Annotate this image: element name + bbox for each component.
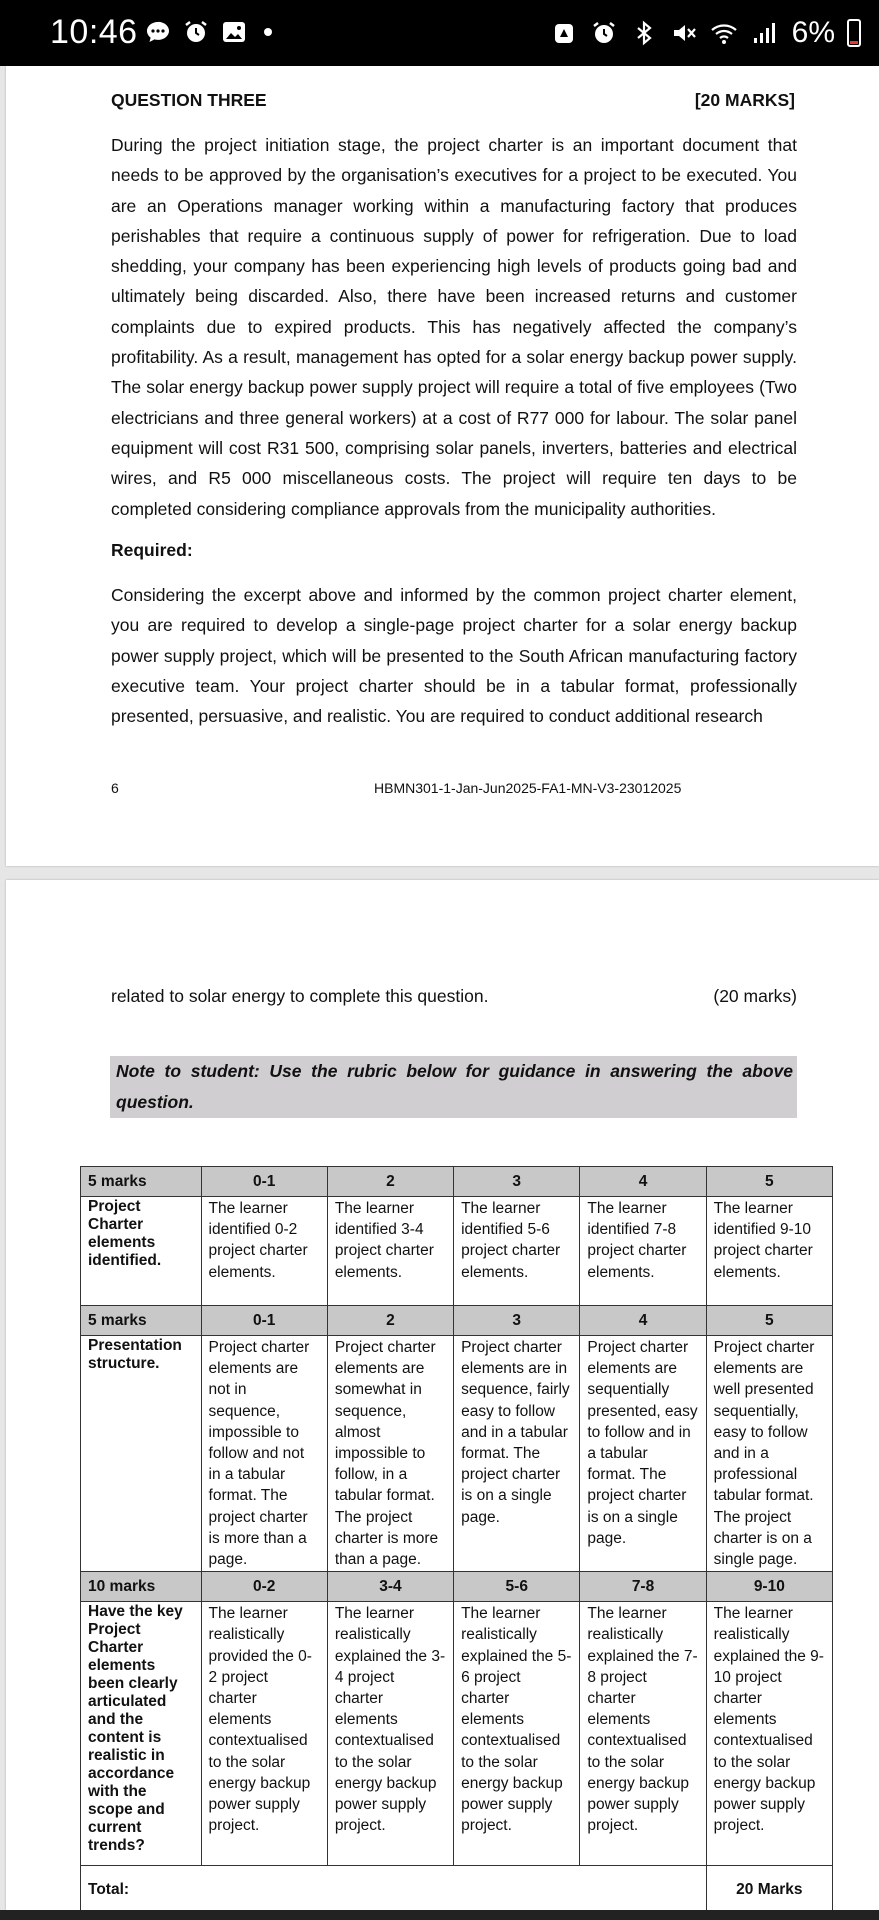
rubric-cell: The learner realistically explained the 3-4 project charter elements contextualised to the solar energy backup power supply project.	[327, 1602, 453, 1866]
more-notifications-dot	[264, 28, 272, 36]
navigation-bar-edge	[0, 1910, 879, 1920]
rubric-score-band: 0-2	[201, 1572, 327, 1602]
rubric-score-band: 0-1	[201, 1306, 327, 1336]
rubric-criterion: Project Charter elements identified.	[81, 1197, 202, 1306]
rubric-criterion: Have the key Project Charter elements been clearly articulated and the content is realistic in accordance with the scope and current trends?	[81, 1602, 202, 1866]
document-page-1[interactable]	[6, 66, 879, 866]
rubric-cell: The learner realistically explained the 7-8 project charter elements contextualised to the solar energy backup power supply project.	[580, 1602, 706, 1866]
rubric-table	[80, 1166, 833, 1913]
document-code: HBMN301-1-Jan-Jun2025-FA1-MN-V3-23012025	[374, 780, 682, 796]
note-to-student: Note to student: Use the rubric below for guidance in answering the above question.	[110, 1056, 797, 1118]
battery-level: 6%	[791, 16, 835, 49]
rubric-header-row	[81, 1306, 833, 1336]
rubric-cell: Project charter elements are sequentially presented, easy to follow and in a tabular format. The project charter is on a single page.	[580, 1336, 706, 1572]
rubric-score-band: 7-8	[580, 1572, 706, 1602]
signal-icon	[750, 19, 778, 47]
rubric-score-band: 2	[327, 1306, 453, 1336]
gallery-icon	[220, 18, 248, 46]
required-paragraph: Considering the excerpt above and informed by the common project charter element, you are required to develop a single-page project charter for a solar energy backup power supply project, which will be presented to the South African manufacturing factory executive team. Your project charter should be in a tabular format, professionally presented, persuasive, and realistic. You are required to conduct additional research	[111, 585, 797, 727]
rubric-weight: 10 marks	[81, 1572, 202, 1602]
continuation-text: related to solar energy to complete this question.	[111, 986, 489, 1006]
rubric-row	[81, 1602, 833, 1866]
rubric-cell: The learner identified 7-8 project charter elements.	[580, 1197, 706, 1306]
rubric-total-row	[81, 1866, 833, 1913]
rubric-score-band: 2	[327, 1167, 453, 1197]
rubric-cell: Project charter elements are well presented sequentially, easy to follow and in a professional tabular format. The project charter is on a single page.	[706, 1336, 832, 1572]
app-icon	[550, 19, 578, 47]
rubric-header-row	[81, 1572, 833, 1602]
rubric-cell: Project charter elements are in sequence, fairly easy to follow and in a tabular format. The project charter is on a single page.	[454, 1336, 580, 1572]
clock: 10:46	[50, 13, 138, 51]
rubric-score-band: 4	[580, 1306, 706, 1336]
continuation-line	[111, 986, 797, 1007]
rubric-score-band: 3-4	[327, 1572, 453, 1602]
rubric-cell: The learner identified 9-10 project charter elements.	[706, 1197, 832, 1306]
rubric-score-band: 3	[454, 1306, 580, 1336]
alarm-icon	[182, 18, 210, 46]
wifi-icon	[710, 19, 738, 47]
rubric-score-band: 5	[706, 1167, 832, 1197]
rubric-cell: The learner realistically provided the 0-2 project charter elements contextualised to the solar energy backup power supply project.	[201, 1602, 327, 1866]
alarm-icon	[590, 19, 618, 47]
question-title: QUESTION THREE	[111, 90, 267, 110]
rubric-cell: The learner identified 5-6 project charter elements.	[454, 1197, 580, 1306]
rubric-weight: 5 marks	[81, 1167, 202, 1197]
rubric-cell: The learner identified 0-2 project charter elements.	[201, 1197, 327, 1306]
page-number: 6	[111, 780, 119, 796]
question-marks: [20 MARKS]	[694, 90, 795, 110]
required-label: Required:	[111, 540, 193, 560]
rubric-cell: Project charter elements are somewhat in sequence, almost impossible to follow, in a tabular format. The project charter is more than a page.	[327, 1336, 453, 1572]
system-icons	[550, 16, 861, 50]
message-icon	[144, 18, 172, 46]
rubric-score-band: 5-6	[454, 1572, 580, 1602]
rubric-score-band: 4	[580, 1167, 706, 1197]
rubric-row	[81, 1336, 833, 1572]
rubric-header-row	[81, 1167, 833, 1197]
rubric-cell: The learner realistically explained the 5-6 project charter elements contextualised to the solar energy backup power supply project.	[454, 1602, 580, 1866]
rubric-criterion: Presentation structure.	[81, 1336, 202, 1572]
rubric-row	[81, 1197, 833, 1306]
document-page-2[interactable]	[6, 880, 879, 1910]
rubric-score-band: 5	[706, 1306, 832, 1336]
rubric-cell: The learner realistically explained the 9-10 project charter elements contextualised to the solar energy backup power supply project.	[706, 1602, 832, 1866]
notification-icons	[144, 18, 272, 46]
continuation-marks: (20 marks)	[713, 986, 797, 1006]
question-heading	[111, 90, 795, 111]
total-value: 20 Marks	[706, 1866, 832, 1913]
rubric-score-band: 3	[454, 1167, 580, 1197]
rubric-cell: Project charter elements are not in sequence, impossible to follow and not in a tabular format. The project charter is more than a page.	[201, 1336, 327, 1572]
rubric-weight: 5 marks	[81, 1306, 202, 1336]
question-paragraph: During the project initiation stage, the project charter is an important document that needs to be approved by the organisation’s executives for a project to be executed. You are an Operations manager working within a manufacturing factory that produces perishables that require a continuous supply of power for refrigeration. Due to load shedding, your company has been experiencing high levels of products going bad and ultimately being discarded. Also, there have been increased returns and customer complaints due to expired products. This has negatively affected the company’s profitability. As a result, management has opted for a solar energy backup power supply. The solar energy backup power supply project will require a total of five employees (Two electricians and three general workers) at a cost of R77 000 for labour. The solar panel equipment will cost R31 500, comprising solar panels, inverters, batteries and electrical wires, and R5 000 miscellaneous costs. The project will require ten days to be completed considering compliance approvals from the municipality authorities.	[111, 135, 797, 519]
battery-icon	[847, 19, 861, 47]
rubric-cell: The learner identified 3-4 project charter elements.	[327, 1197, 453, 1306]
bluetooth-icon	[630, 19, 658, 47]
status-bar	[0, 0, 879, 66]
total-label: Total:	[81, 1866, 707, 1913]
rubric-score-band: 9-10	[706, 1572, 832, 1602]
mute-icon	[670, 19, 698, 47]
rubric-score-band: 0-1	[201, 1167, 327, 1197]
